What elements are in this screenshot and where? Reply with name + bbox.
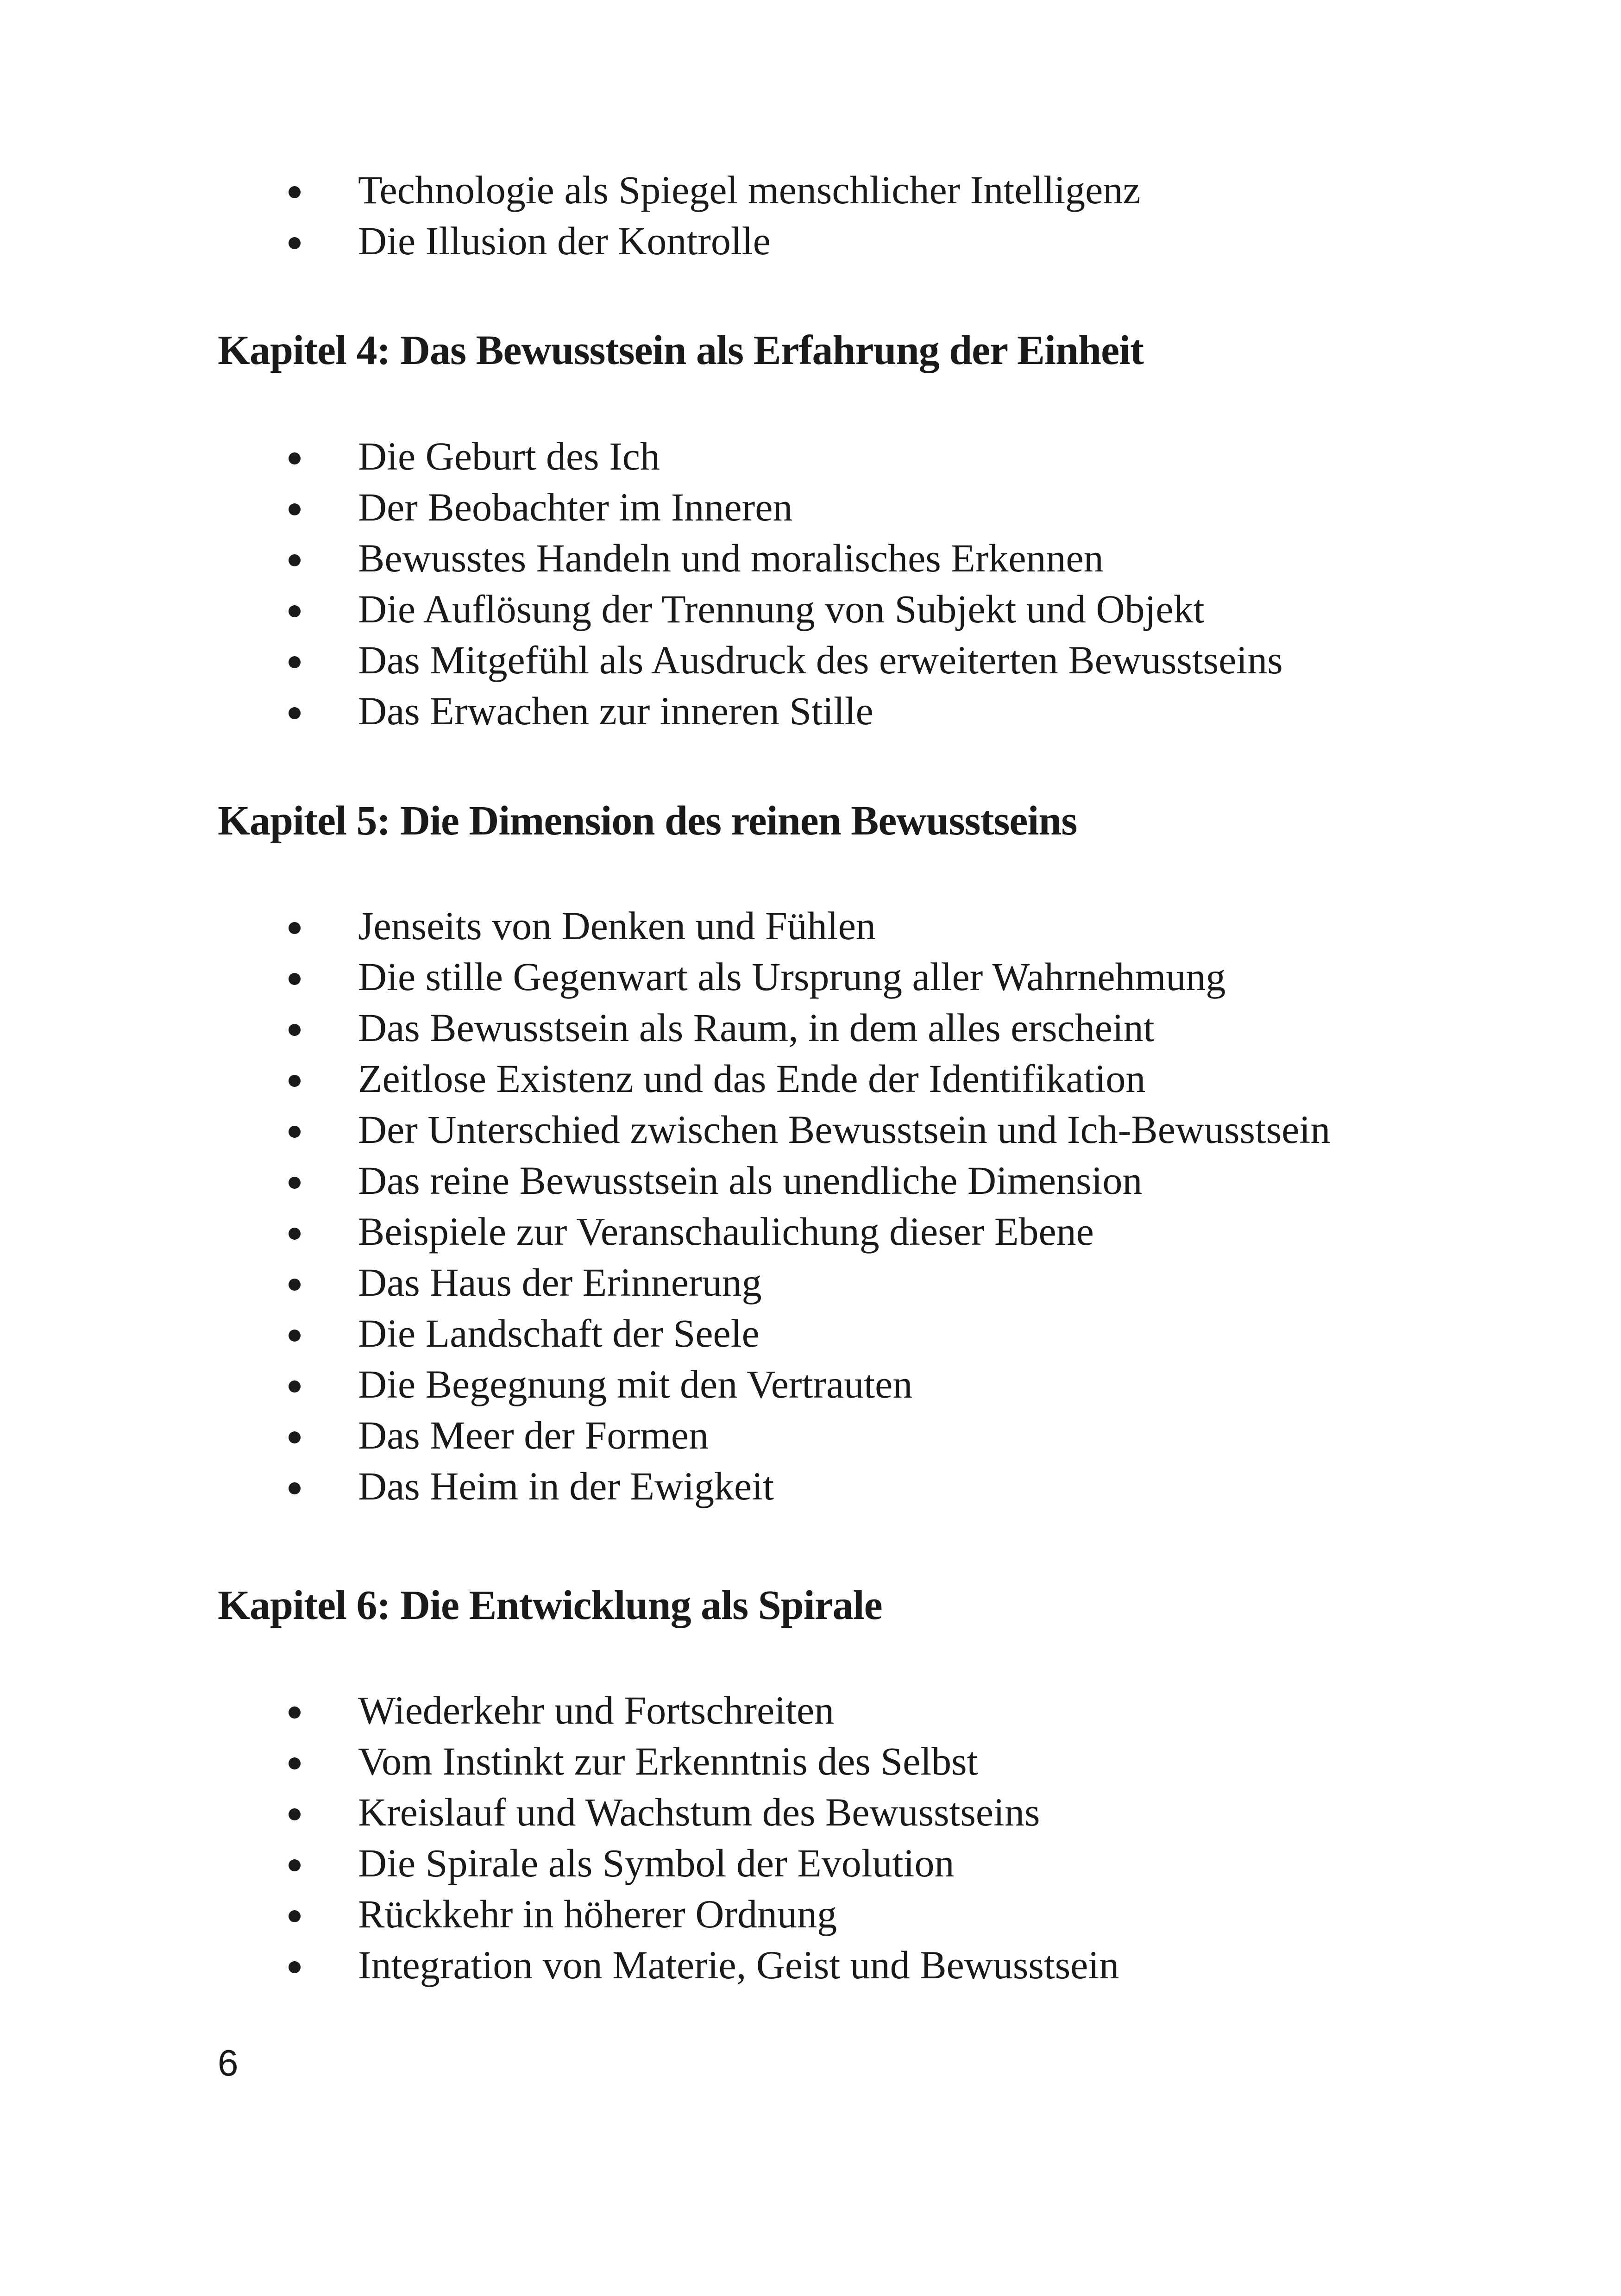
bullet-icon <box>289 1961 301 1973</box>
bullet-icon <box>289 1910 301 1922</box>
bullet-icon <box>289 186 301 198</box>
bullet-icon <box>289 1380 301 1393</box>
bullet-icon <box>289 1757 301 1769</box>
bullet-icon <box>289 605 301 617</box>
bullet-icon <box>289 1177 301 1189</box>
chapter-6-heading: Kapitel 6: Die Entwicklung als Spirale <box>218 1582 882 1628</box>
bullet-icon <box>289 1126 301 1138</box>
bullet-icon <box>289 1482 301 1494</box>
bullet-icon <box>289 554 301 566</box>
bullet-icon <box>289 973 301 985</box>
bullet-icon <box>289 1075 301 1087</box>
bullet-icon <box>289 1024 301 1036</box>
bullet-icon <box>289 237 301 249</box>
bullet-icon <box>289 1330 301 1342</box>
bullet-icon <box>289 1228 301 1240</box>
bullet-icon <box>289 503 301 515</box>
page-number: 6 <box>218 2042 239 2083</box>
bullet-icon <box>289 1431 301 1443</box>
bullet-icon <box>289 1859 301 1871</box>
bullet-icon <box>289 922 301 934</box>
bullet-icon <box>289 656 301 668</box>
bullet-icon <box>289 1279 301 1291</box>
chapter-5-heading: Kapitel 5: Die Dimension des reinen Bewusstseins <box>218 798 1077 844</box>
chapter-4-heading: Kapitel 4: Das Bewusstsein als Erfahrung der Einheit <box>218 327 1144 373</box>
bullet-icon <box>289 1808 301 1820</box>
bullet-icon <box>289 707 301 719</box>
bullet-icon <box>289 452 301 464</box>
bullet-icon <box>289 1706 301 1719</box>
